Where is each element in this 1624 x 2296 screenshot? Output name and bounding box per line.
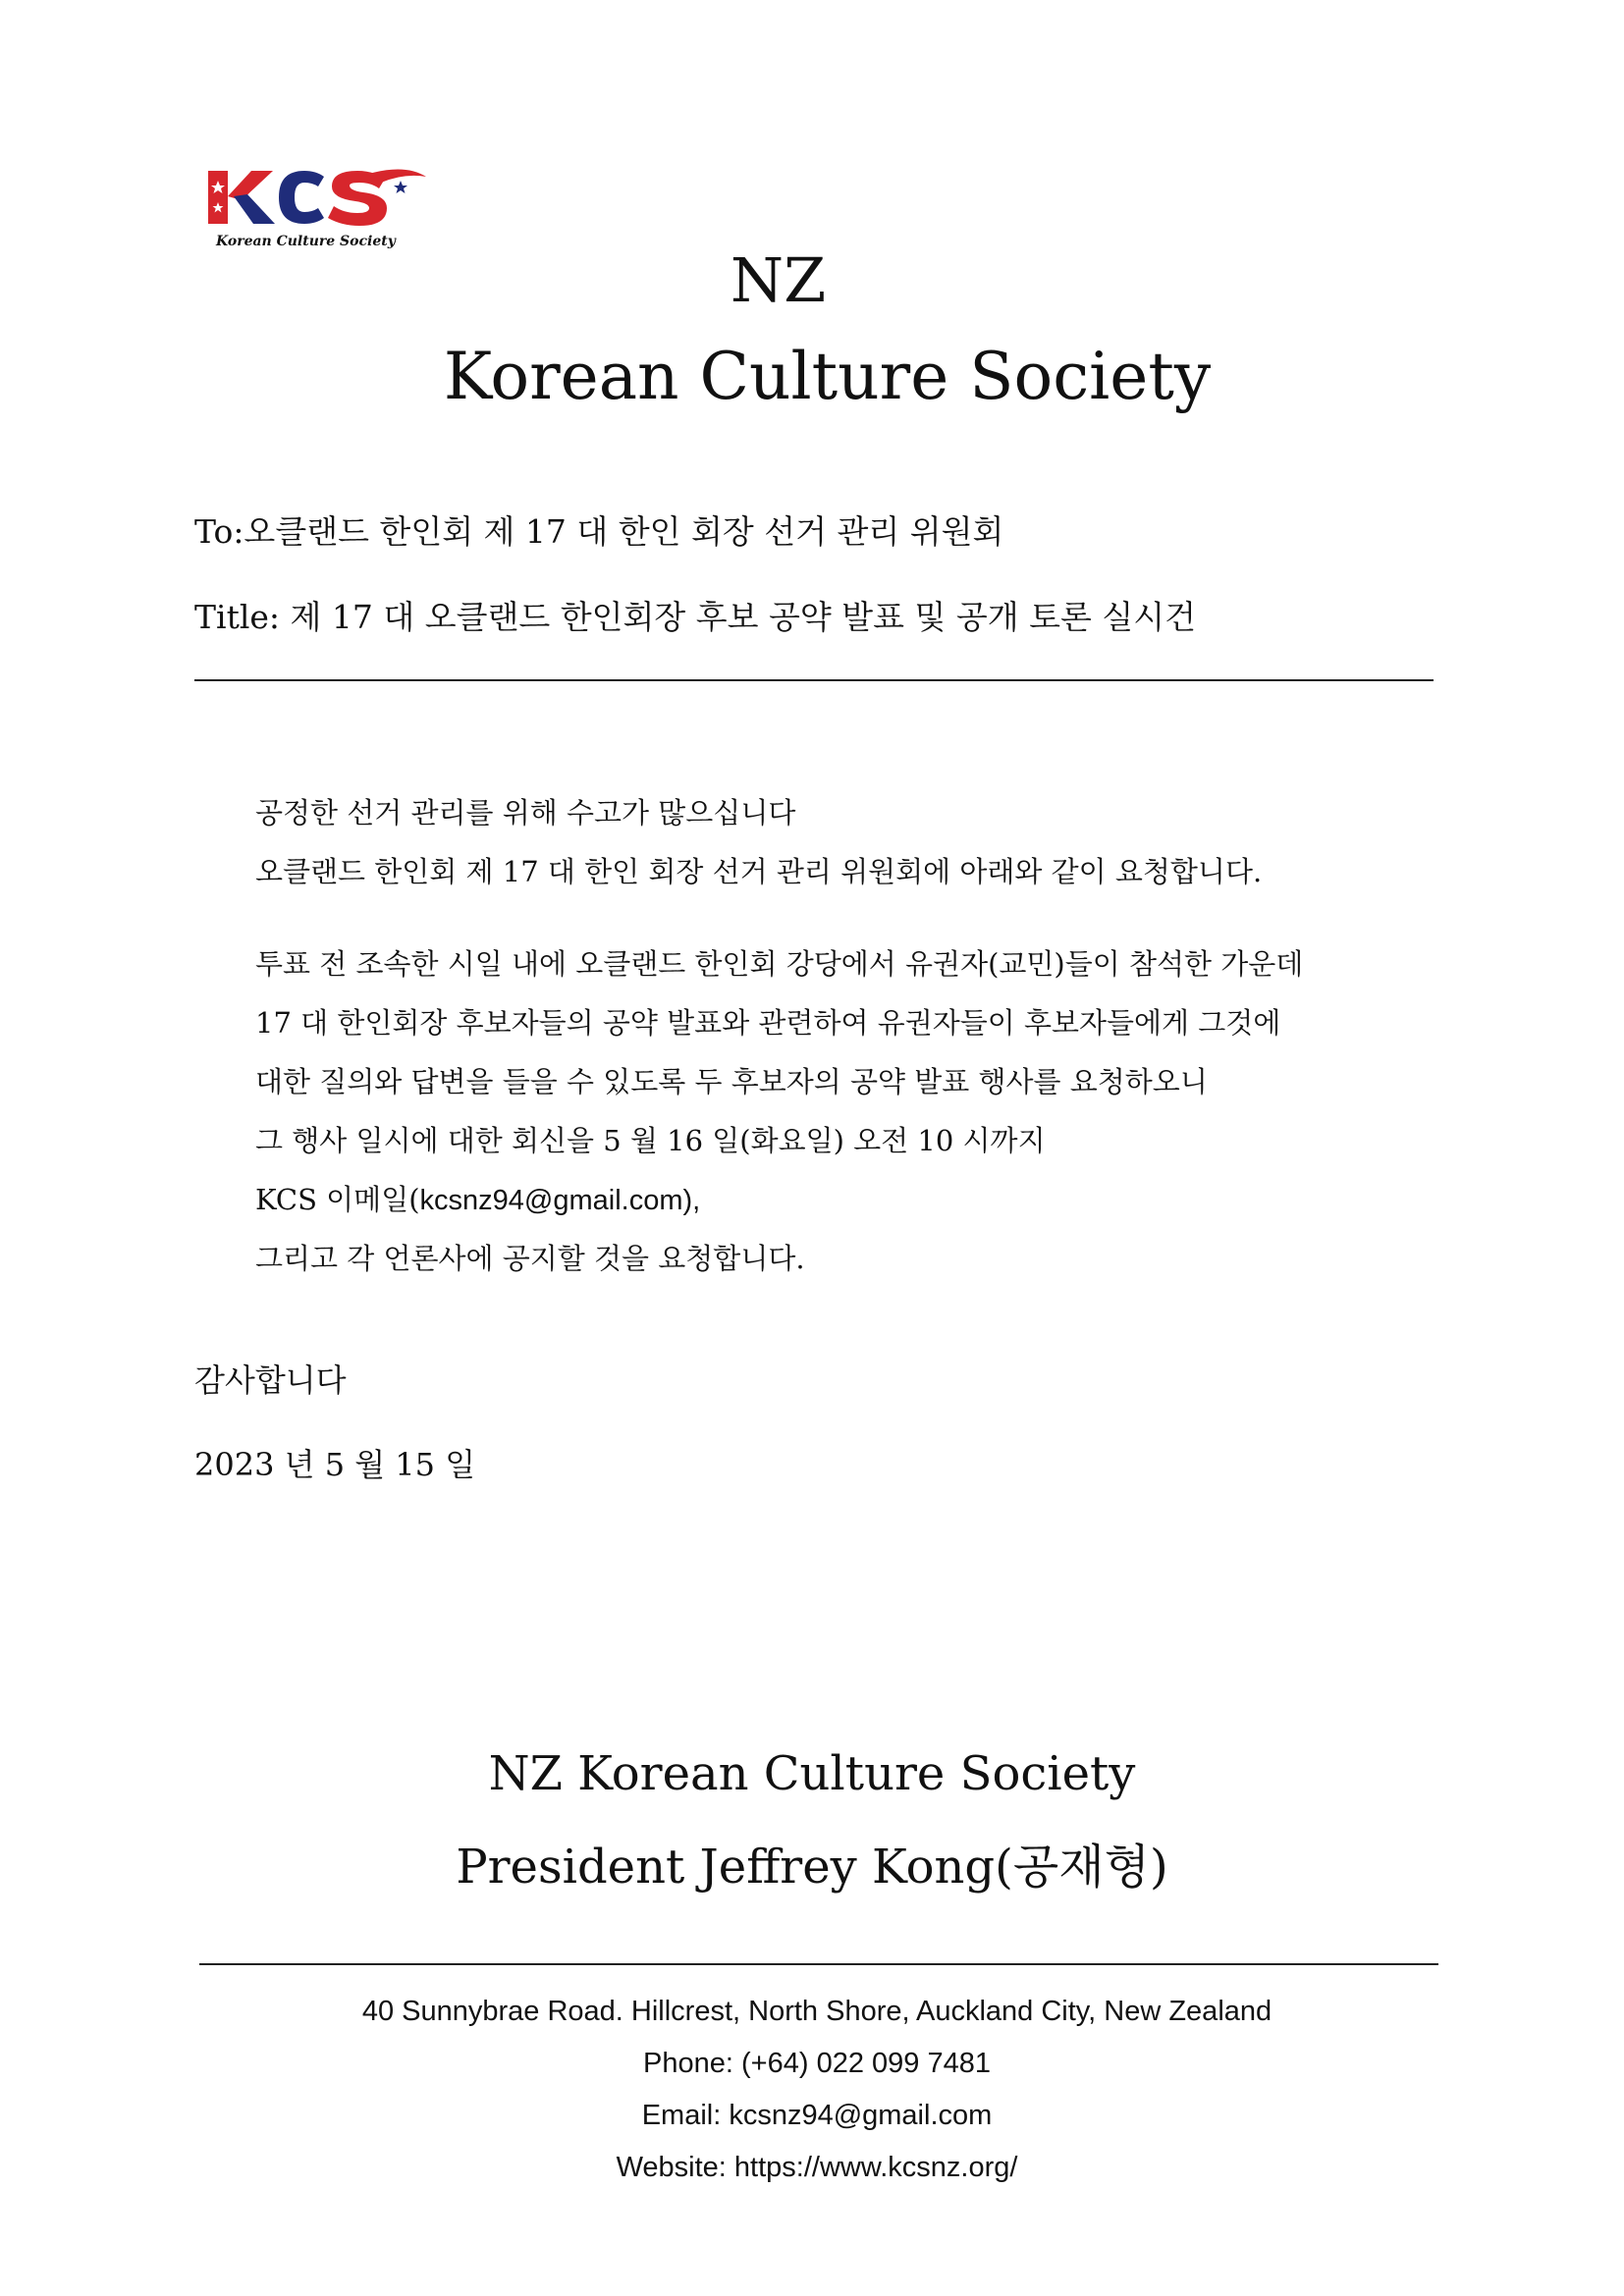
signature-president: President Jeffrey Kong(공재형) — [456, 1840, 1168, 1895]
kcs-logo — [208, 167, 434, 255]
logo-star-3 — [394, 181, 407, 193]
memo-title: Title: 제 17 대 오클랜드 한인회장 후보 공약 발표 및 공개 토론 실시건 — [194, 598, 1196, 636]
footer-phone: Phone: (+64) 022 099 7481 — [643, 2048, 991, 2079]
closing-date: 2023 년 5 월 15 일 — [194, 1446, 476, 1483]
body-line: 그 행사 일시에 대한 회신을 5 월 16 일(화요일) 오전 10 시까지 — [255, 1124, 1046, 1157]
logo-c — [279, 171, 324, 224]
body-line: 공정한 선거 관리를 위해 수고가 많으십니다 — [255, 796, 796, 829]
footer-address: 40 Sunnybrae Road. Hillcrest, North Shore, Auckland City, New Zealand — [361, 1996, 1272, 2027]
footer-website[interactable]: Website: https://www.kcsnz.org/ — [616, 2152, 1018, 2183]
memo-to: To:오클랜드 한인회 제 17 대 한인 회장 선거 관리 위원회 — [194, 512, 1004, 551]
body-line-email — [255, 1180, 700, 1220]
body-line: 투표 전 조속한 시일 내에 오클랜드 한인회 강당에서 유권자(교민)들이 참석한 가운데 — [255, 947, 1304, 981]
page-title-nz: NZ — [730, 244, 827, 316]
logo-k-lower-arm — [234, 194, 275, 224]
footer-divider — [199, 1963, 1438, 1965]
body-line: 17 대 한인회장 후보자들의 공약 발표와 관련하여 유권자들이 후보자들에게 그것에 — [255, 1006, 1281, 1040]
closing-thanks: 감사합니다 — [194, 1362, 347, 1399]
footer-email[interactable]: Email: kcsnz94@gmail.com — [641, 2100, 993, 2131]
logo-k-stem — [208, 171, 228, 224]
body-line: 오클랜드 한인회 제 17 대 한인 회장 선거 관리 위원회에 아래와 같이 요청합니다. — [255, 855, 1263, 888]
header-divider — [194, 679, 1434, 681]
logo-tagline: Korean Culture Society — [216, 234, 396, 249]
signature-org: NZ Korean Culture Society — [488, 1746, 1136, 1801]
email-prefix: KCS 이메일( — [255, 1183, 420, 1216]
email-link[interactable]: kcsnz94@gmail.com), — [419, 1185, 701, 1216]
body-line: 대한 질의와 답변을 들을 수 있도록 두 후보자의 공약 발표 행사를 요청하오니 — [255, 1065, 1208, 1098]
page-title-org: Korean Culture Society — [443, 339, 1212, 414]
logo-k-upper-arm — [228, 171, 273, 200]
kcs-logo-graphic — [208, 167, 434, 255]
body-line: 그리고 각 언론사에 공지할 것을 요청합니다. — [255, 1242, 805, 1275]
